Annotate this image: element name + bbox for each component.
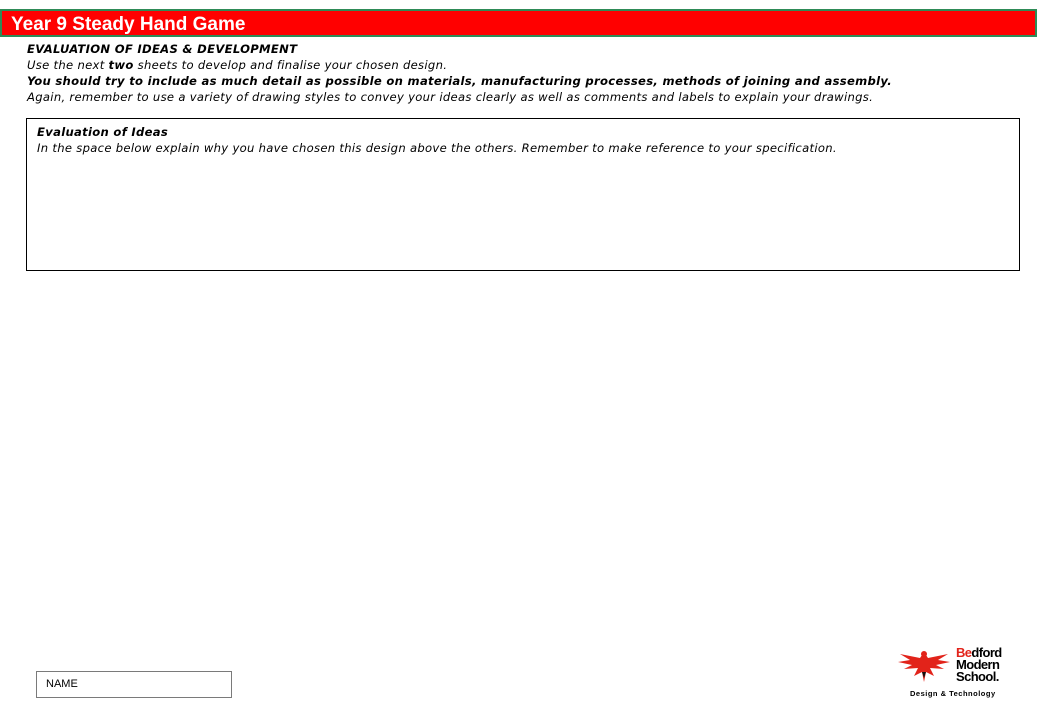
evaluation-box[interactable] (26, 118, 1020, 271)
title-bar (0, 9, 1037, 37)
name-field[interactable] (36, 671, 232, 698)
instruction-emphasis: two (108, 58, 134, 72)
department-label: Design & Technology (910, 689, 996, 698)
instruction-line-1 (27, 57, 1027, 73)
school-logo (894, 644, 1014, 702)
evaluation-instructions: In the space below explain why you have chosen this design above the others. Remember to make reference to your specification. (37, 141, 837, 155)
section-heading: EVALUATION OF IDEAS & DEVELOPMENT (27, 42, 298, 56)
logo-line-2: Modern (956, 657, 1000, 672)
instruction-text: Use the next (27, 58, 109, 72)
eagle-icon (896, 646, 952, 686)
instruction-line-2: You should try to include as much detail as possible on materials, manufacturing processes, methods of joining and assembly. (27, 74, 892, 88)
page-title: Year 9 Steady Hand Game (11, 14, 246, 35)
name-label: NAME (46, 678, 78, 690)
logo-wordmark (956, 647, 1002, 683)
instructions-block (27, 41, 1027, 105)
instruction-text: sheets to develop and finalise your chosen design. (133, 58, 448, 72)
logo-text: dford (971, 645, 1002, 660)
evaluation-title: Evaluation of Ideas (37, 125, 169, 139)
instruction-line-3: Again, remember to use a variety of drawing styles to convey your ideas clearly as well as comments and labels to explain your drawings. (27, 90, 874, 104)
logo-red-text: Be (956, 645, 972, 660)
logo-line-3: School. (956, 669, 999, 684)
